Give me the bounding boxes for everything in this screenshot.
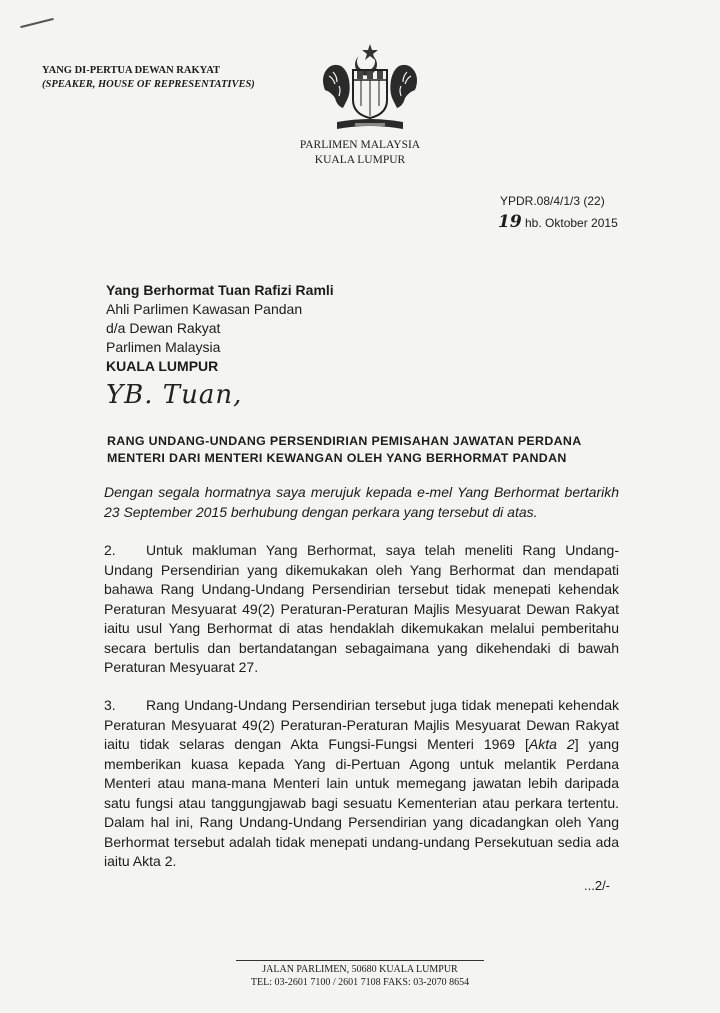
footer-address: JALAN PARLIMEN, 50680 KUALA LUMPUR: [262, 964, 458, 975]
paragraph-3: [104, 696, 619, 872]
paragraph-text: Rang Undang-Undang Persendirian tersebut juga tidak menepati kehendak Peraturan Mesyuarat 49(2) Peraturan-Peraturan Majlis Mesyuarat Dewan Rakyat iaitu tidak selaras dengan Akta Fungsi-Fungsi Menteri 1969 [: [104, 697, 619, 752]
footer-phones: TEL: 03-2601 7100 / 2601 7108 FAKS: 03-2070 8654: [250, 977, 470, 988]
recipient-address: [106, 281, 334, 376]
handwritten-salutation: YB. Tuan,: [106, 380, 243, 410]
coat-of-arms-icon: [315, 42, 425, 134]
parliament-name: PARLIMEN MALAYSIA: [299, 139, 421, 151]
paragraph-number: 3.: [104, 697, 116, 713]
reference-number: YPDR.08/4/1/3 (22): [500, 194, 605, 208]
pen-mark: [20, 18, 53, 28]
parliament-city: KUALA LUMPUR: [314, 154, 406, 166]
paragraph-text: Untuk makluman Yang Berhormat, saya telah meneliti Rang Undang-Undang Persendirian yang dikemukakan oleh Yang Berhormat dan mendapati bahawa Rang Undang-Undang Persendirian tersebut tidak menepati kehendak Peraturan Mesyuarat 49(2) Peraturan-Peraturan Majlis Mesyuarat Dewan Rakyat iaitu usul Yang Berhormat di atas hendaklah dikemukakan melalui pemberitahu secara bertulis dan bertandatangan sebagaimana yang dikehendaki di bawah Peraturan Mesyuarat 27.: [104, 542, 619, 675]
footer-divider: [236, 960, 484, 961]
recipient-line: d/a Dewan Rakyat: [106, 320, 221, 336]
recipient-line: Ahli Parlimen Kawasan Pandan: [106, 301, 303, 317]
office-title: YANG DI-PERTUA DEWAN RAKYAT: [42, 65, 221, 76]
paragraph-number: 2.: [104, 542, 116, 558]
paragraph-1: Dengan segala hormatnya saya merujuk kepada e-mel Yang Berhormat bertarikh 23 September 2015 berhubung dengan perkara yang tersebut di atas.: [104, 484, 619, 520]
date-day-handwritten: 19: [498, 212, 522, 232]
office-heading: [42, 64, 255, 92]
paragraph-2: [104, 541, 619, 678]
recipient-city: KUALA LUMPUR: [106, 358, 219, 374]
date-text: hb. Oktober 2015: [521, 216, 618, 230]
letter-footer: [232, 960, 488, 989]
parliament-heading: [280, 138, 440, 168]
paragraph-text-continued: ] yang memberikan kuasa kepada Yang di-Pertuan Agong untuk melantik Perdana Menteri atau mana-mana Menteri lain untuk memegang jawatan lebih daripada satu fungsi atau tanggungjawab bagi sesuatu Kementerian atau perkara tertentu. Dalam hal ini, Rang Undang-Undang Persendirian yang dicadangkan oleh Yang Berhormat tersebut adalah tidak menepati undang-undang Persekutuan sedia ada iaitu Akta 2.: [104, 736, 619, 869]
act-reference: Akta 2: [528, 736, 575, 752]
letter-subject: RANG UNDANG-UNDANG PERSENDIRIAN PEMISAHAN JAWATAN PERDANA MENTERI DARI MENTERI KEWANGAN OLEH YANG BERHORMAT PANDAN: [107, 434, 582, 465]
office-title-english: (SPEAKER, HOUSE OF REPRESENTATIVES): [42, 79, 255, 90]
letter-date: [498, 212, 618, 232]
recipient-name: Yang Berhormat Tuan Rafizi Ramli: [106, 282, 334, 298]
continuation-marker: ...2/-: [584, 878, 611, 893]
recipient-line: Parlimen Malaysia: [106, 339, 221, 355]
